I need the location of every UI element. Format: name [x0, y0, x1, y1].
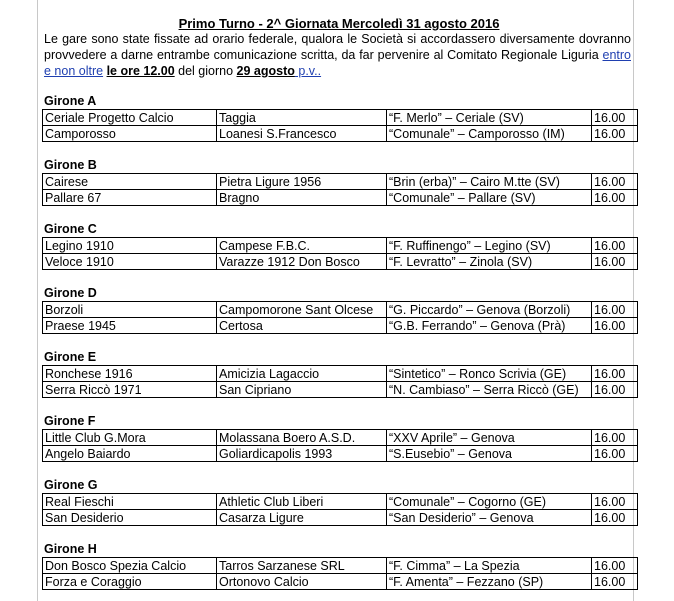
away-team-cell: Tarros Sarzanese SRL — [217, 558, 387, 574]
home-team-cell: Angelo Baiardo — [43, 446, 217, 462]
away-team-cell: Amicizia Lagaccio — [217, 366, 387, 382]
venue-cell: “Comunale” – Cogorno (GE) — [387, 494, 592, 510]
girone-table — [42, 173, 638, 206]
kickoff-time-cell: 16.00 — [592, 254, 638, 270]
table-row — [43, 238, 638, 254]
venue-cell: “Brin (erba)” – Cairo M.tte (SV) — [387, 174, 592, 190]
venue-cell: “G. Piccardo” – Genova (Borzoli) — [387, 302, 592, 318]
venue-cell: “G.B. Ferrando” – Genova (Prà) — [387, 318, 592, 334]
girone-title: Girone D — [44, 286, 97, 300]
girone-title: Girone A — [44, 94, 97, 108]
intro-day-label: del giorno — [174, 64, 237, 78]
away-team-cell: Campese F.B.C. — [217, 238, 387, 254]
table-row — [43, 126, 638, 142]
venue-cell: “F. Ruffinengo” – Legino (SV) — [387, 238, 592, 254]
intro-deadline-hour: le ore 12.00 — [106, 64, 175, 78]
home-team-cell: Cairese — [43, 174, 217, 190]
girone-title: Girone E — [44, 350, 97, 364]
kickoff-time-cell: 16.00 — [592, 446, 638, 462]
kickoff-time-cell: 16.00 — [592, 510, 638, 526]
table-row — [43, 446, 638, 462]
girone-table — [42, 493, 638, 526]
girone-title: Girone F — [44, 414, 96, 428]
girone-title: Girone G — [44, 478, 98, 492]
table-row — [43, 254, 638, 270]
away-team-cell: Varazze 1912 Don Bosco — [217, 254, 387, 270]
table-row — [43, 430, 638, 446]
home-team-cell: Pallare 67 — [43, 190, 217, 206]
venue-cell: “F. Cimma” – La Spezia — [387, 558, 592, 574]
venue-cell: “N. Cambiaso” – Serra Riccò (GE) — [387, 382, 592, 398]
away-team-cell: Molassana Boero A.S.D. — [217, 430, 387, 446]
venue-cell: “S.Eusebio” – Genova — [387, 446, 592, 462]
kickoff-time-cell: 16.00 — [592, 382, 638, 398]
table-row — [43, 174, 638, 190]
home-team-cell: Ronchese 1916 — [43, 366, 217, 382]
home-team-cell: Ceriale Progetto Calcio — [43, 110, 217, 126]
home-team-cell: Veloce 1910 — [43, 254, 217, 270]
kickoff-time-cell: 16.00 — [592, 174, 638, 190]
girone-table — [42, 301, 638, 334]
kickoff-time-cell: 16.00 — [592, 110, 638, 126]
away-team-cell: Taggia — [217, 110, 387, 126]
away-team-cell: Ortonovo Calcio — [217, 574, 387, 590]
venue-cell: “Comunale” – Camporosso (IM) — [387, 126, 592, 142]
away-team-cell: Campomorone Sant Olcese — [217, 302, 387, 318]
kickoff-time-cell: 16.00 — [592, 238, 638, 254]
kickoff-time-cell: 16.00 — [592, 302, 638, 318]
girone-table — [42, 429, 638, 462]
intro-paragraph — [44, 31, 631, 79]
intro-deadline-phrase: entro e non oltre — [44, 48, 631, 78]
home-team-cell: Legino 1910 — [43, 238, 217, 254]
table-row — [43, 574, 638, 590]
girone-table — [42, 557, 638, 590]
kickoff-time-cell: 16.00 — [592, 430, 638, 446]
intro-text: Le gare sono state fissate ad orario federale, qualora le Società si accordassero diversamente dovranno provvedere a darne entrambe comunicazione scritta, da far pervenire al Comitato Regionale Liguria — [44, 32, 631, 62]
venue-cell: “F. Amenta” – Fezzano (SP) — [387, 574, 592, 590]
girone-title: Girone B — [44, 158, 97, 172]
venue-cell: “F. Merlo” – Ceriale (SV) — [387, 110, 592, 126]
girone-title: Girone C — [44, 222, 97, 236]
kickoff-time-cell: 16.00 — [592, 494, 638, 510]
kickoff-time-cell: 16.00 — [592, 190, 638, 206]
table-row — [43, 190, 638, 206]
venue-cell: “San Desiderio” – Genova — [387, 510, 592, 526]
home-team-cell: San Desiderio — [43, 510, 217, 526]
table-row — [43, 510, 638, 526]
home-team-cell: Don Bosco Spezia Calcio — [43, 558, 217, 574]
kickoff-time-cell: 16.00 — [592, 318, 638, 334]
intro-pv: p.v.. — [294, 64, 322, 78]
home-team-cell: Praese 1945 — [43, 318, 217, 334]
kickoff-time-cell: 16.00 — [592, 558, 638, 574]
table-row — [43, 558, 638, 574]
girone-table — [42, 109, 638, 142]
girone-title: Girone H — [44, 542, 97, 556]
home-team-cell: Serra Riccò 1971 — [43, 382, 217, 398]
girone-table — [42, 365, 638, 398]
table-row — [43, 302, 638, 318]
venue-cell: “Comunale” – Pallare (SV) — [387, 190, 592, 206]
away-team-cell: Bragno — [217, 190, 387, 206]
home-team-cell: Forza e Coraggio — [43, 574, 217, 590]
away-team-cell: Casarza Ligure — [217, 510, 387, 526]
away-team-cell: Loanesi S.Francesco — [217, 126, 387, 142]
kickoff-time-cell: 16.00 — [592, 126, 638, 142]
table-row — [43, 366, 638, 382]
kickoff-time-cell: 16.00 — [592, 366, 638, 382]
intro-deadline-date: 29 agosto — [236, 64, 295, 78]
table-row — [43, 494, 638, 510]
page-title: Primo Turno - 2^ Giornata Mercoledì 31 agosto 2016 — [178, 16, 500, 31]
away-team-cell: Athletic Club Liberi — [217, 494, 387, 510]
home-team-cell: Little Club G.Mora — [43, 430, 217, 446]
table-row — [43, 318, 638, 334]
venue-cell: “XXV Aprile” – Genova — [387, 430, 592, 446]
away-team-cell: Certosa — [217, 318, 387, 334]
away-team-cell: San Cipriano — [217, 382, 387, 398]
away-team-cell: Pietra Ligure 1956 — [217, 174, 387, 190]
venue-cell: “Sintetico” – Ronco Scrivia (GE) — [387, 366, 592, 382]
table-row — [43, 382, 638, 398]
kickoff-time-cell: 16.00 — [592, 574, 638, 590]
home-team-cell: Camporosso — [43, 126, 217, 142]
table-row — [43, 110, 638, 126]
home-team-cell: Real Fieschi — [43, 494, 217, 510]
girone-table — [42, 237, 638, 270]
venue-cell: “F. Levratto” – Zinola (SV) — [387, 254, 592, 270]
away-team-cell: Goliardicapolis 1993 — [217, 446, 387, 462]
home-team-cell: Borzoli — [43, 302, 217, 318]
